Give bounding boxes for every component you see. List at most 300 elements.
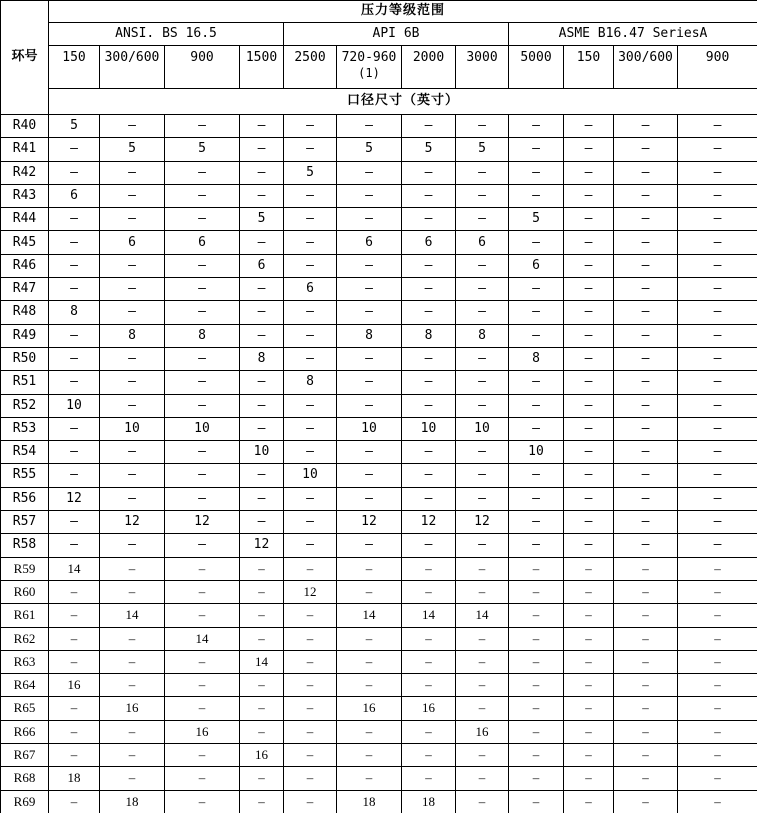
- value-cell: –: [100, 278, 165, 301]
- value-cell: –: [614, 138, 678, 161]
- value-cell: –: [614, 487, 678, 510]
- value-cell: –: [337, 301, 402, 324]
- ring-cell: R47: [1, 278, 49, 301]
- value-cell: –: [564, 627, 614, 650]
- value-cell: –: [678, 115, 757, 138]
- ring-cell: R68: [1, 767, 49, 790]
- ring-cell: R57: [1, 511, 49, 534]
- class-header-cell: [337, 46, 402, 89]
- value-cell: 5: [240, 208, 284, 231]
- ring-cell: R49: [1, 324, 49, 347]
- value-cell: –: [678, 744, 757, 767]
- table-row: [1, 627, 757, 650]
- value-cell: –: [402, 347, 456, 370]
- value-cell: 14: [240, 650, 284, 673]
- value-cell: –: [165, 790, 240, 813]
- ring-cell: R52: [1, 394, 49, 417]
- class-header-cell: [402, 46, 456, 89]
- value-cell: –: [456, 184, 509, 207]
- value-cell: 10: [337, 417, 402, 440]
- ring-cell: R54: [1, 441, 49, 464]
- value-cell: 14: [165, 627, 240, 650]
- value-cell: –: [240, 184, 284, 207]
- value-cell: –: [284, 534, 337, 557]
- value-cell: –: [614, 417, 678, 440]
- value-cell: –: [564, 301, 614, 324]
- value-cell: 16: [165, 720, 240, 743]
- value-cell: –: [165, 767, 240, 790]
- value-cell: –: [49, 254, 100, 277]
- ring-cell: R50: [1, 347, 49, 370]
- value-cell: –: [678, 487, 757, 510]
- value-cell: –: [165, 161, 240, 184]
- value-cell: –: [337, 208, 402, 231]
- value-cell: –: [284, 301, 337, 324]
- value-cell: –: [678, 790, 757, 813]
- value-cell: –: [240, 278, 284, 301]
- value-cell: –: [456, 487, 509, 510]
- value-cell: 8: [49, 301, 100, 324]
- value-cell: –: [240, 557, 284, 580]
- table-row: [1, 441, 757, 464]
- class-header-cell: [614, 46, 678, 89]
- value-cell: –: [456, 650, 509, 673]
- ring-number-header: 环号: [1, 1, 49, 115]
- value-cell: –: [165, 254, 240, 277]
- value-cell: 6: [284, 278, 337, 301]
- value-cell: –: [456, 557, 509, 580]
- value-cell: –: [402, 627, 456, 650]
- value-cell: 10: [284, 464, 337, 487]
- ring-cell: R67: [1, 744, 49, 767]
- table-row: [1, 347, 757, 370]
- value-cell: –: [678, 254, 757, 277]
- value-cell: –: [614, 557, 678, 580]
- value-cell: –: [100, 184, 165, 207]
- value-cell: –: [337, 441, 402, 464]
- value-cell: –: [509, 278, 564, 301]
- value-cell: –: [165, 464, 240, 487]
- value-cell: –: [614, 464, 678, 487]
- value-cell: –: [49, 650, 100, 673]
- value-cell: –: [240, 790, 284, 813]
- value-cell: 10: [509, 441, 564, 464]
- value-cell: –: [100, 674, 165, 697]
- value-cell: –: [614, 790, 678, 813]
- value-cell: –: [100, 371, 165, 394]
- value-cell: –: [678, 301, 757, 324]
- value-cell: –: [240, 604, 284, 627]
- value-cell: –: [456, 441, 509, 464]
- value-cell: –: [337, 184, 402, 207]
- value-cell: –: [49, 417, 100, 440]
- value-cell: 18: [337, 790, 402, 813]
- ring-cell: R40: [1, 115, 49, 138]
- ring-cell: R46: [1, 254, 49, 277]
- value-cell: 6: [337, 231, 402, 254]
- class-header-cell: [456, 46, 509, 89]
- value-cell: –: [240, 720, 284, 743]
- class-label: 3000: [466, 50, 498, 65]
- table-row: [1, 115, 757, 138]
- value-cell: –: [337, 580, 402, 603]
- value-cell: –: [240, 767, 284, 790]
- ring-cell: R63: [1, 650, 49, 673]
- table-row: [1, 301, 757, 324]
- value-cell: –: [284, 697, 337, 720]
- value-cell: 12: [402, 511, 456, 534]
- value-cell: –: [284, 441, 337, 464]
- value-cell: –: [456, 534, 509, 557]
- value-cell: –: [165, 697, 240, 720]
- value-cell: –: [100, 627, 165, 650]
- value-cell: –: [402, 115, 456, 138]
- table-row: [1, 231, 757, 254]
- value-cell: –: [402, 278, 456, 301]
- value-cell: 12: [100, 511, 165, 534]
- value-cell: –: [49, 441, 100, 464]
- value-cell: –: [614, 534, 678, 557]
- value-cell: –: [49, 231, 100, 254]
- standard-header-asme: ASME B16.47 SeriesA: [509, 23, 757, 46]
- value-cell: –: [678, 720, 757, 743]
- value-cell: –: [49, 790, 100, 813]
- value-cell: –: [456, 790, 509, 813]
- pressure-range-row: [1, 1, 757, 23]
- value-cell: –: [284, 138, 337, 161]
- value-cell: 18: [100, 790, 165, 813]
- value-cell: –: [456, 208, 509, 231]
- value-cell: –: [165, 487, 240, 510]
- value-cell: –: [284, 184, 337, 207]
- ring-cell: R66: [1, 720, 49, 743]
- value-cell: –: [165, 604, 240, 627]
- ring-cell: R58: [1, 534, 49, 557]
- value-cell: –: [240, 417, 284, 440]
- value-cell: –: [509, 301, 564, 324]
- class-label: 2000: [412, 50, 445, 65]
- value-cell: 5: [100, 138, 165, 161]
- value-cell: –: [402, 744, 456, 767]
- value-cell: –: [240, 674, 284, 697]
- ring-cell: R41: [1, 138, 49, 161]
- value-cell: –: [284, 627, 337, 650]
- table-row: [1, 720, 757, 743]
- value-cell: –: [284, 208, 337, 231]
- ring-cell: R61: [1, 604, 49, 627]
- value-cell: –: [678, 184, 757, 207]
- value-cell: –: [564, 674, 614, 697]
- value-cell: –: [165, 184, 240, 207]
- value-cell: –: [337, 720, 402, 743]
- value-cell: –: [564, 138, 614, 161]
- table-row: [1, 254, 757, 277]
- value-cell: –: [614, 744, 678, 767]
- value-cell: –: [509, 487, 564, 510]
- value-cell: –: [402, 301, 456, 324]
- value-cell: 10: [240, 441, 284, 464]
- value-cell: –: [564, 417, 614, 440]
- value-cell: –: [49, 278, 100, 301]
- value-cell: –: [678, 557, 757, 580]
- value-cell: –: [509, 511, 564, 534]
- table-row: [1, 161, 757, 184]
- standard-header-ansi: ANSI. BS 16.5: [49, 23, 284, 46]
- value-cell: –: [614, 184, 678, 207]
- value-cell: 16: [100, 697, 165, 720]
- ring-cell: R51: [1, 371, 49, 394]
- value-cell: –: [564, 394, 614, 417]
- value-cell: –: [564, 487, 614, 510]
- class-header-cell: [284, 46, 337, 89]
- value-cell: –: [509, 371, 564, 394]
- value-cell: 18: [402, 790, 456, 813]
- value-cell: –: [240, 301, 284, 324]
- value-cell: –: [614, 650, 678, 673]
- value-cell: –: [509, 161, 564, 184]
- value-cell: –: [509, 627, 564, 650]
- value-cell: 10: [49, 394, 100, 417]
- value-cell: –: [402, 184, 456, 207]
- value-cell: –: [100, 208, 165, 231]
- value-cell: –: [165, 371, 240, 394]
- value-cell: –: [337, 557, 402, 580]
- value-cell: –: [678, 674, 757, 697]
- value-cell: –: [564, 697, 614, 720]
- value-cell: –: [337, 371, 402, 394]
- ring-cell: R69: [1, 790, 49, 813]
- classes-row: [1, 46, 757, 89]
- value-cell: –: [678, 278, 757, 301]
- value-cell: –: [402, 441, 456, 464]
- value-cell: 5: [284, 161, 337, 184]
- value-cell: –: [614, 697, 678, 720]
- value-cell: –: [678, 371, 757, 394]
- value-cell: –: [337, 744, 402, 767]
- value-cell: –: [49, 464, 100, 487]
- value-cell: –: [337, 464, 402, 487]
- ring-cell: R43: [1, 184, 49, 207]
- pressure-range-header: 压力等级范围: [49, 1, 757, 23]
- class-header-cell: [49, 46, 100, 89]
- value-cell: 10: [165, 417, 240, 440]
- value-cell: –: [100, 301, 165, 324]
- value-cell: –: [165, 674, 240, 697]
- class-label: 900: [190, 50, 214, 65]
- value-cell: –: [564, 184, 614, 207]
- value-cell: –: [564, 511, 614, 534]
- value-cell: –: [509, 580, 564, 603]
- table-row: [1, 790, 757, 813]
- value-cell: –: [564, 371, 614, 394]
- value-cell: –: [614, 301, 678, 324]
- value-cell: –: [509, 394, 564, 417]
- value-cell: –: [509, 464, 564, 487]
- value-cell: –: [402, 161, 456, 184]
- value-cell: –: [100, 254, 165, 277]
- value-cell: –: [678, 208, 757, 231]
- value-cell: –: [509, 534, 564, 557]
- value-cell: –: [240, 464, 284, 487]
- value-cell: 5: [337, 138, 402, 161]
- table-row: [1, 184, 757, 207]
- value-cell: –: [49, 511, 100, 534]
- value-cell: –: [337, 487, 402, 510]
- value-cell: 16: [240, 744, 284, 767]
- table-row: [1, 767, 757, 790]
- value-cell: –: [509, 184, 564, 207]
- value-cell: –: [284, 254, 337, 277]
- class-label: 5000: [520, 50, 552, 65]
- value-cell: –: [284, 417, 337, 440]
- value-cell: 6: [165, 231, 240, 254]
- value-cell: 6: [240, 254, 284, 277]
- value-cell: 14: [100, 604, 165, 627]
- value-cell: –: [49, 138, 100, 161]
- value-cell: –: [165, 534, 240, 557]
- value-cell: –: [240, 394, 284, 417]
- class-header-cell: [678, 46, 757, 89]
- class-note: (1): [358, 66, 380, 81]
- value-cell: –: [678, 347, 757, 370]
- value-cell: –: [402, 580, 456, 603]
- value-cell: 12: [337, 511, 402, 534]
- value-cell: –: [614, 115, 678, 138]
- value-cell: –: [284, 115, 337, 138]
- value-cell: –: [456, 254, 509, 277]
- value-cell: 14: [49, 557, 100, 580]
- value-cell: 18: [49, 767, 100, 790]
- value-cell: –: [284, 487, 337, 510]
- value-cell: –: [100, 580, 165, 603]
- value-cell: –: [614, 720, 678, 743]
- value-cell: 14: [337, 604, 402, 627]
- value-cell: –: [614, 627, 678, 650]
- value-cell: –: [240, 371, 284, 394]
- value-cell: –: [678, 417, 757, 440]
- value-cell: –: [456, 115, 509, 138]
- value-cell: –: [678, 138, 757, 161]
- value-cell: –: [456, 744, 509, 767]
- value-cell: –: [509, 767, 564, 790]
- ring-cell: R62: [1, 627, 49, 650]
- value-cell: –: [165, 580, 240, 603]
- class-label: 720-960: [341, 50, 397, 65]
- value-cell: –: [614, 767, 678, 790]
- table-row: [1, 674, 757, 697]
- value-cell: –: [678, 231, 757, 254]
- value-cell: –: [456, 627, 509, 650]
- value-cell: –: [49, 347, 100, 370]
- value-cell: –: [614, 208, 678, 231]
- value-cell: 6: [456, 231, 509, 254]
- value-cell: 12: [49, 487, 100, 510]
- value-cell: 8: [100, 324, 165, 347]
- value-cell: –: [678, 767, 757, 790]
- value-cell: –: [678, 627, 757, 650]
- value-cell: 16: [49, 674, 100, 697]
- value-cell: –: [456, 580, 509, 603]
- value-cell: –: [614, 511, 678, 534]
- class-label: 300/600: [618, 50, 673, 65]
- value-cell: –: [337, 347, 402, 370]
- value-cell: –: [240, 231, 284, 254]
- value-cell: –: [284, 790, 337, 813]
- ring-cell: R48: [1, 301, 49, 324]
- value-cell: 8: [509, 347, 564, 370]
- class-label: 900: [705, 50, 730, 65]
- table-row: [1, 650, 757, 673]
- value-cell: –: [49, 744, 100, 767]
- value-cell: 16: [337, 697, 402, 720]
- value-cell: –: [614, 161, 678, 184]
- value-cell: –: [614, 347, 678, 370]
- value-cell: –: [456, 394, 509, 417]
- class-header-cell: [100, 46, 165, 89]
- value-cell: –: [337, 674, 402, 697]
- value-cell: –: [49, 627, 100, 650]
- value-cell: –: [49, 161, 100, 184]
- table-row: [1, 604, 757, 627]
- table-row: [1, 557, 757, 580]
- value-cell: –: [337, 627, 402, 650]
- table-row: [1, 511, 757, 534]
- table-row: [1, 394, 757, 417]
- value-cell: –: [240, 115, 284, 138]
- value-cell: –: [564, 231, 614, 254]
- value-cell: –: [165, 650, 240, 673]
- value-cell: –: [165, 208, 240, 231]
- value-cell: –: [678, 697, 757, 720]
- value-cell: –: [49, 697, 100, 720]
- class-label: 2500: [294, 50, 326, 65]
- value-cell: –: [564, 534, 614, 557]
- value-cell: –: [49, 720, 100, 743]
- value-cell: –: [49, 580, 100, 603]
- value-cell: 10: [402, 417, 456, 440]
- ring-cell: R59: [1, 557, 49, 580]
- value-cell: –: [564, 464, 614, 487]
- value-cell: –: [614, 371, 678, 394]
- value-cell: –: [284, 650, 337, 673]
- value-cell: –: [678, 650, 757, 673]
- value-cell: –: [284, 674, 337, 697]
- value-cell: –: [165, 744, 240, 767]
- value-cell: –: [402, 534, 456, 557]
- value-cell: –: [678, 161, 757, 184]
- value-cell: –: [564, 580, 614, 603]
- value-cell: 8: [337, 324, 402, 347]
- class-label: 300/600: [104, 50, 160, 65]
- value-cell: –: [402, 767, 456, 790]
- value-cell: –: [240, 511, 284, 534]
- value-cell: –: [509, 744, 564, 767]
- value-cell: –: [564, 767, 614, 790]
- value-cell: –: [456, 767, 509, 790]
- value-cell: –: [564, 324, 614, 347]
- value-cell: –: [100, 115, 165, 138]
- value-cell: –: [564, 790, 614, 813]
- value-cell: –: [284, 767, 337, 790]
- table-row: [1, 138, 757, 161]
- value-cell: 5: [49, 115, 100, 138]
- value-cell: –: [564, 161, 614, 184]
- value-cell: –: [165, 557, 240, 580]
- value-cell: –: [614, 324, 678, 347]
- class-header-cell: [165, 46, 240, 89]
- value-cell: 12: [165, 511, 240, 534]
- value-cell: –: [564, 254, 614, 277]
